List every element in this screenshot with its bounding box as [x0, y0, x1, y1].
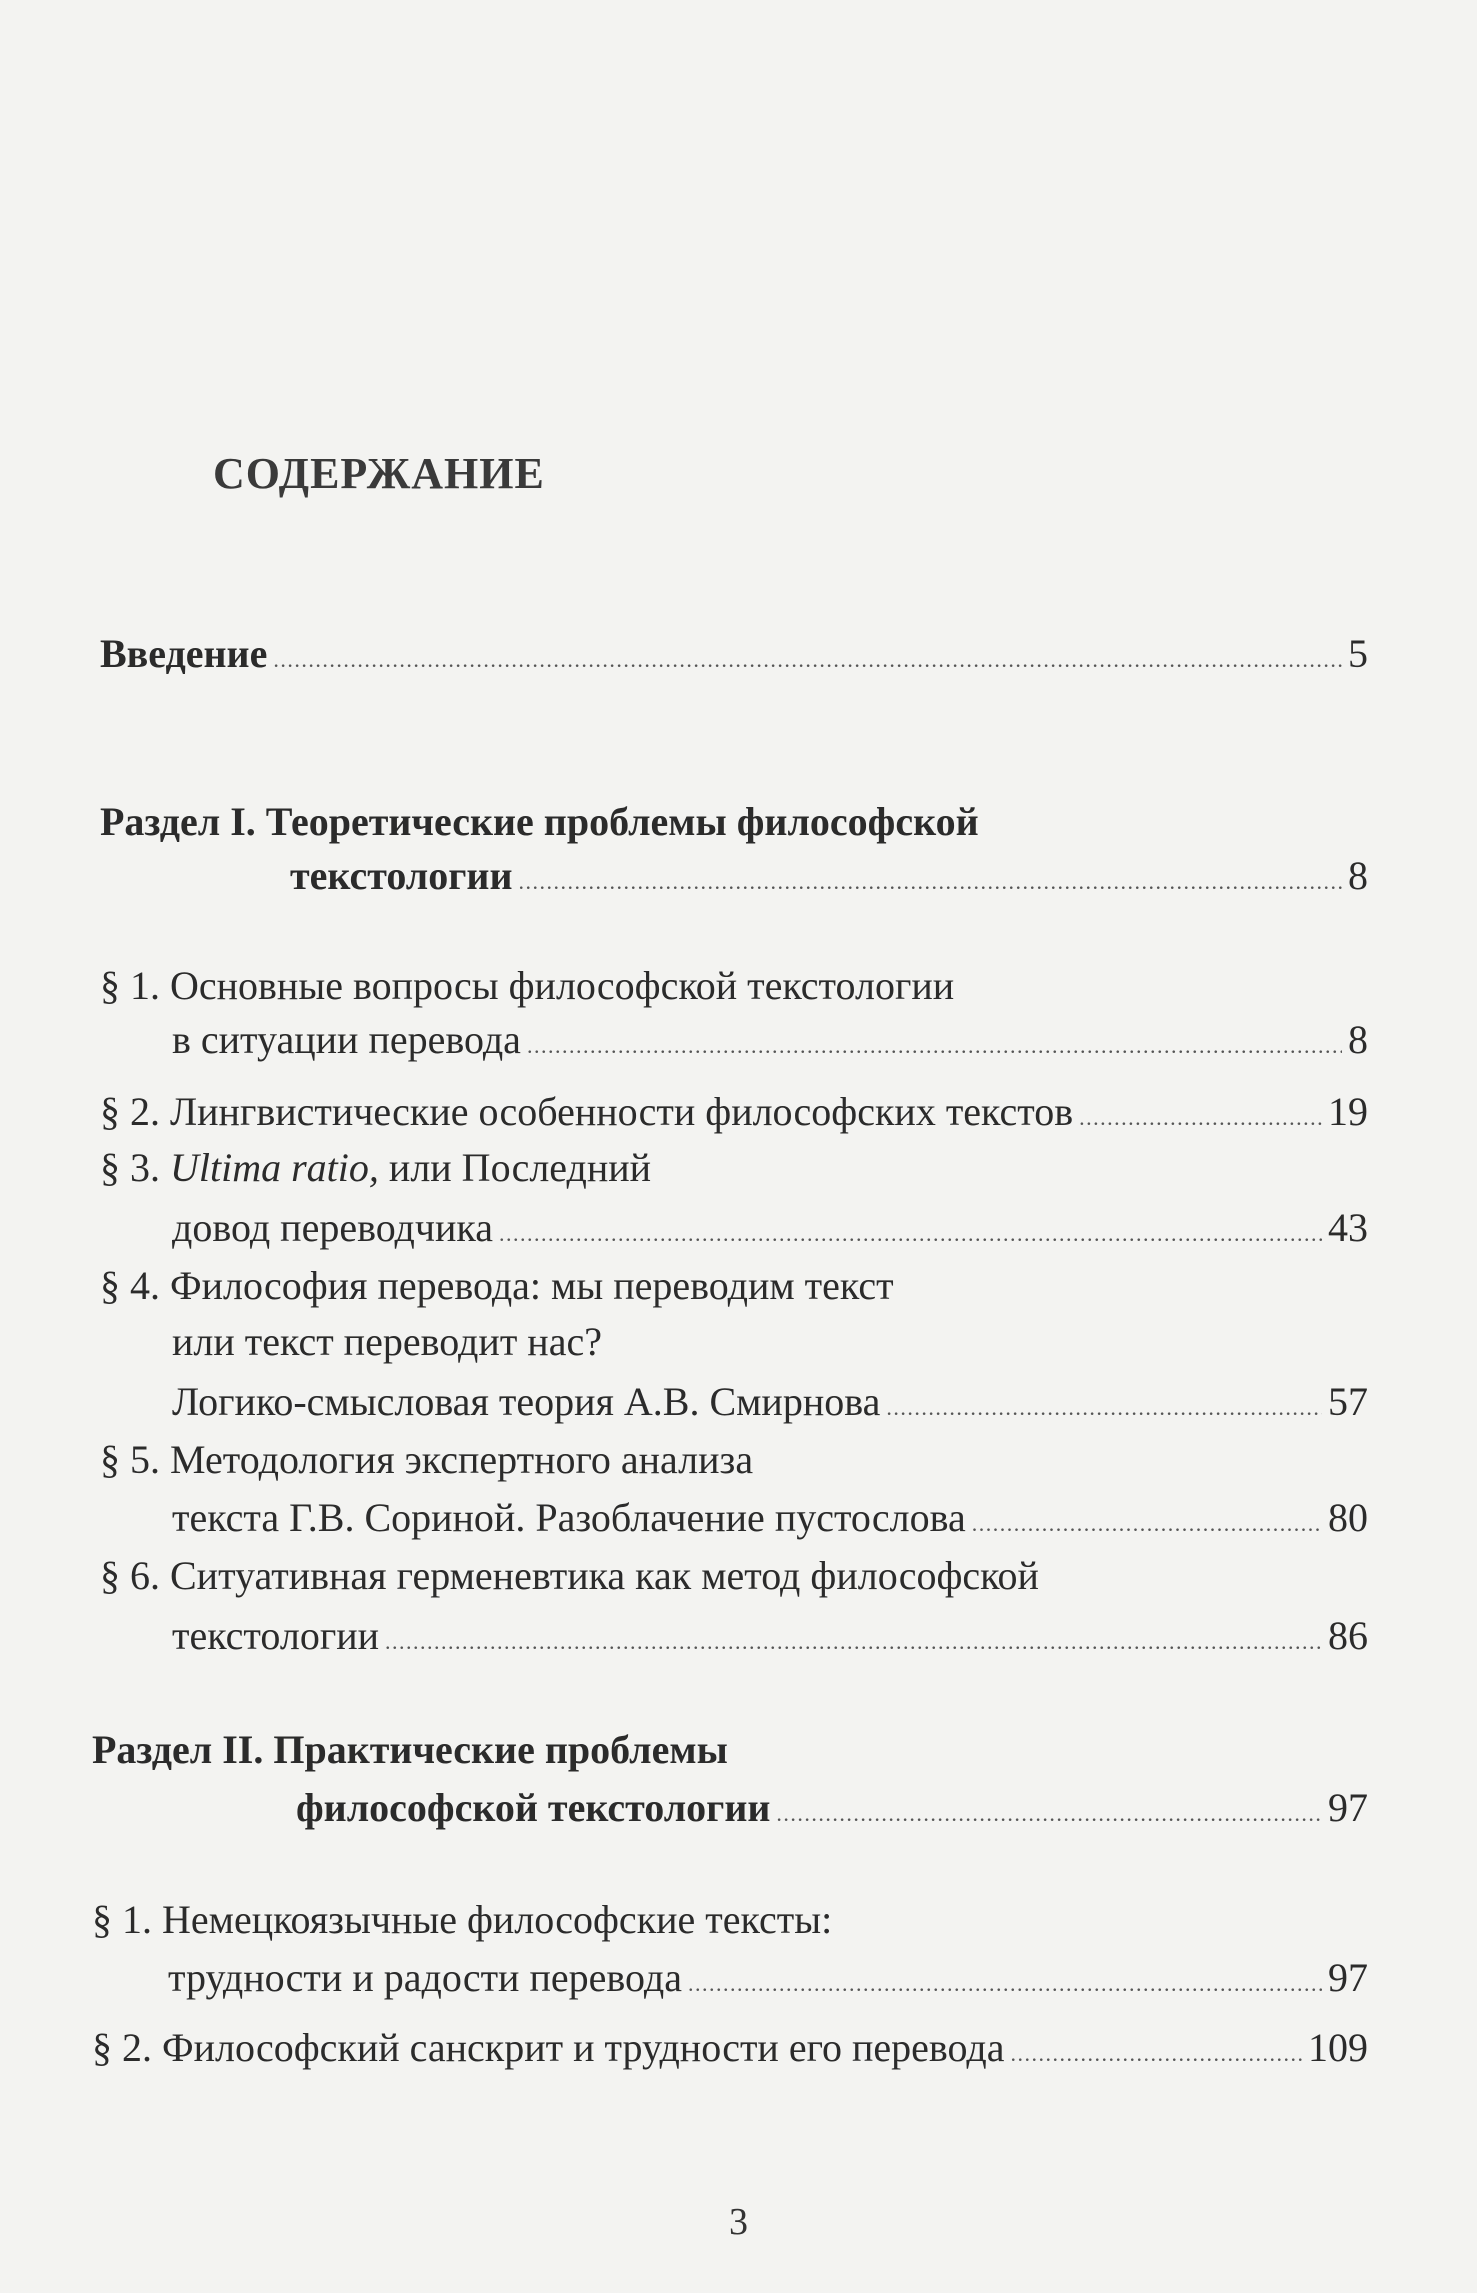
- toc-entry-page: 97: [1328, 1785, 1368, 1830]
- toc-item-3-line1: [100, 1144, 651, 1191]
- section-1-title-line1: Раздел I. Теоретические проблемы философской: [100, 799, 979, 844]
- toc-entry-label: текстологии: [290, 853, 513, 898]
- toc-item-3-rest: или Последний: [378, 1145, 652, 1190]
- toc-item-4-line1: § 4. Философия перевода: мы переводим текст: [100, 1263, 894, 1308]
- toc-item-1: [172, 1016, 1368, 1063]
- toc-entry-label: § 2. Философский санскрит и трудности его перевода: [92, 2025, 1005, 2070]
- toc-entry-page: 8: [1348, 1017, 1368, 1062]
- toc-entry-page: 19: [1328, 1089, 1368, 1134]
- toc-entry-label: довод переводчика: [172, 1205, 493, 1250]
- toc-entry-page: 8: [1348, 853, 1368, 898]
- toc-entry-label: в ситуации перевода: [172, 1017, 521, 1062]
- toc-entry-page: 57: [1328, 1379, 1368, 1424]
- leader-dots: [527, 1016, 1342, 1063]
- toc-entry-page: 86: [1328, 1613, 1368, 1658]
- leader-dots: [385, 1612, 1322, 1659]
- toc-entry-label: текста Г.В. Сориной. Разоблачение пустослова: [172, 1495, 966, 1540]
- toc-item-ii-2: [92, 2024, 1368, 2071]
- toc-entry-label: § 2. Лингвистические особенности философских текстов: [100, 1089, 1074, 1134]
- leader-dots: [972, 1494, 1322, 1541]
- toc-entry-label: Логико-смысловая теория А.В. Смирнова: [172, 1379, 881, 1424]
- leader-dots: [886, 1378, 1322, 1425]
- toc-entry-page: 80: [1328, 1495, 1368, 1540]
- toc-entry-section-1: [290, 852, 1368, 899]
- toc-item-4: [172, 1378, 1368, 1425]
- toc-entry-page: 109: [1308, 2025, 1368, 2070]
- page-number: 3: [729, 2201, 748, 2243]
- toc-item-4-line2: или текст переводит нас?: [172, 1319, 602, 1364]
- leader-dots: [499, 1204, 1322, 1251]
- leader-dots: [1079, 1088, 1322, 1135]
- toc-entry-label: текстологии: [172, 1613, 380, 1658]
- toc-item-3-italic: Ultima ratio,: [170, 1145, 379, 1190]
- leader-dots: [688, 1954, 1322, 2001]
- toc-item-1-line1: § 1. Основные вопросы философской текстологии: [100, 963, 955, 1008]
- toc-item-3-prefix: § 3.: [100, 1145, 170, 1190]
- toc-entry-section-2: [296, 1784, 1368, 1831]
- toc-item-3: [172, 1204, 1368, 1251]
- toc-item-6: [172, 1612, 1368, 1659]
- leader-dots: [776, 1784, 1322, 1831]
- leader-dots: [1010, 2024, 1302, 2071]
- toc-entry-label: философской текстологии: [296, 1785, 771, 1830]
- toc-entry-page: 97: [1328, 1955, 1368, 2000]
- leader-dots: [519, 852, 1343, 899]
- toc-entry-intro: [100, 630, 1368, 677]
- toc-entry-label: Введение: [100, 631, 268, 676]
- section-2-title-line1: Раздел II. Практические проблемы: [92, 1727, 728, 1772]
- toc-entry-page: 5: [1348, 631, 1368, 676]
- leader-dots: [273, 630, 1342, 677]
- toc-item-ii-1-line1: § 1. Немецкоязычные философские тексты:: [92, 1897, 833, 1942]
- toc-item-6-line1: § 6. Ситуативная герменевтика как метод философской: [100, 1553, 1039, 1598]
- toc-entry-label: трудности и радости перевода: [168, 1955, 682, 2000]
- page-title: СОДЕРЖАНИЕ: [213, 449, 545, 498]
- toc-item-5: [172, 1494, 1368, 1541]
- toc-item-5-line1: § 5. Методология экспертного анализа: [100, 1437, 754, 1482]
- toc-entry-page: 43: [1328, 1205, 1368, 1250]
- toc-item-ii-1: [168, 1954, 1368, 2001]
- toc-item-2: [100, 1088, 1368, 1135]
